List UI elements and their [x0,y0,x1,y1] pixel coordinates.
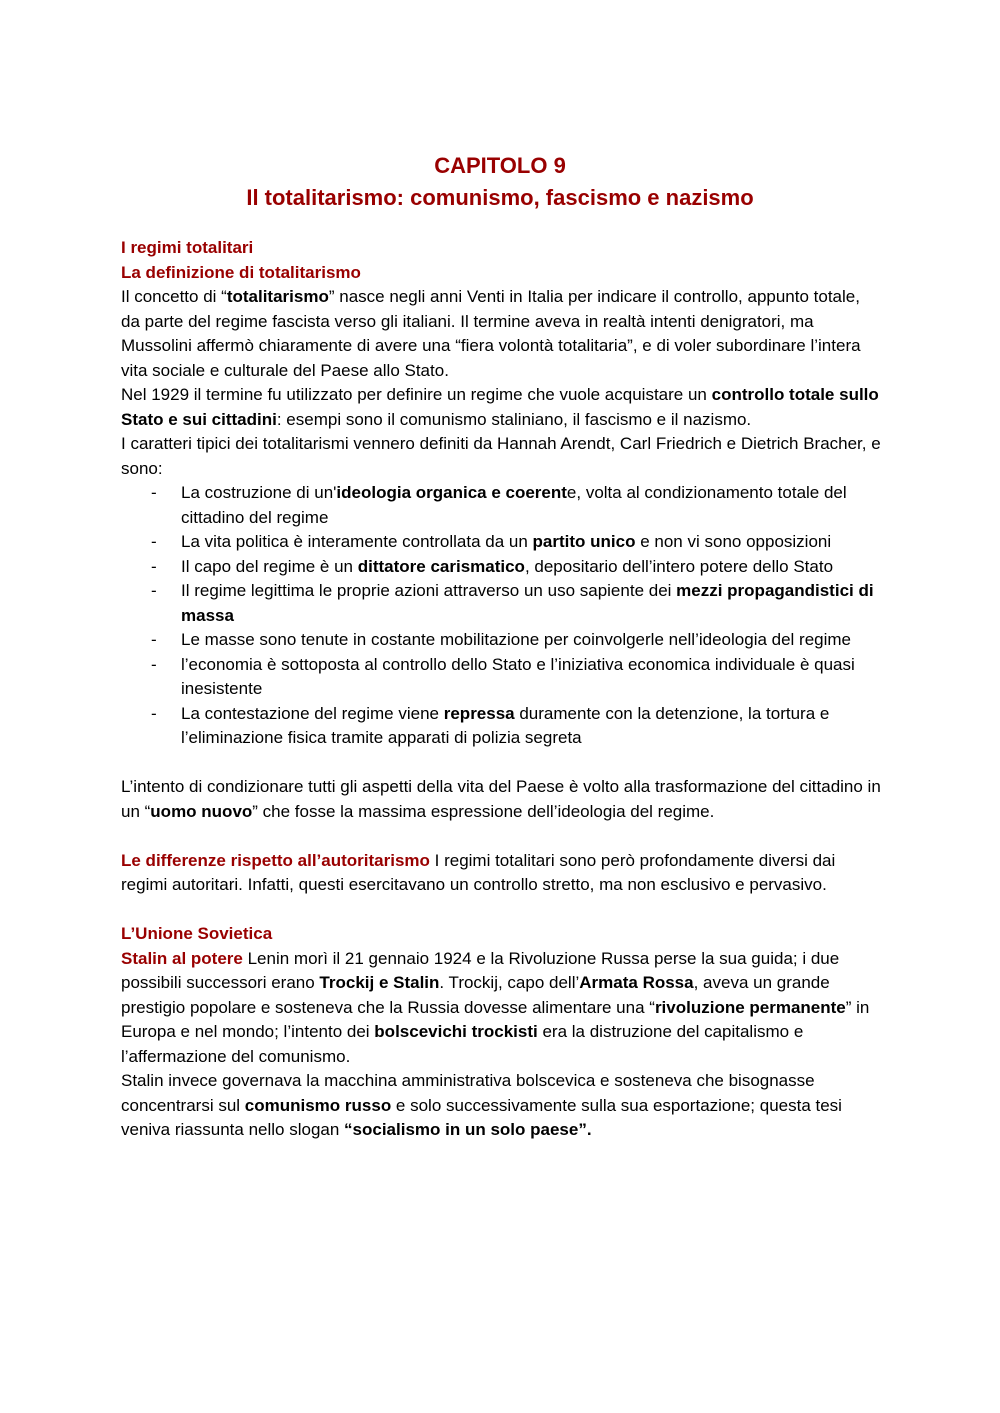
text-run: Il capo del regime è un [181,556,358,576]
text-run: ” nasce negli anni Venti in Italia per indicare il controllo, appunto totale, da parte del regime fascista verso gli italiani. Il termine aveva in realtà intenti denigratori, ma Mussolini affermò chiaramente di avere una “fiera volontà totalitaria”, e di voler subordinare l’intera vita sociale e culturale del Paese allo Stato. [121,287,861,380]
bold-term: Trockij e Stalin [319,973,440,992]
text-run: l’economia è sottoposta al controllo dello Stato e l’iniziativa economica individuale è quasi inesistente [181,654,855,698]
text-run: duramente con la detenzione, la tortura e l’eliminazione fisica tramite apparati di polizia segreta [181,703,830,747]
dash-bullet: - [151,556,157,576]
paragraph-uomo-nuovo [121,775,881,824]
text-run: e solo successivamente sulla sua esportazione; questa tesi veniva riassunta nello slogan [121,1095,842,1139]
text-run: Il concetto di “ [121,287,227,306]
characteristics-list [121,481,881,751]
bold-term: comunismo russo [244,1095,392,1115]
bold-term: rivoluzione permanente [654,997,846,1017]
bold-term: ideologia organica e coerent [336,483,567,502]
bold-term: controllo totale sullo Stato e sui cittadini [121,385,879,429]
paragraph-characters: I caratteri tipici dei totalitarismi vennero definiti da Hannah Arendt, Carl Friedrich e Dietrich Bracher, e sono: [121,434,881,478]
text-run: ” che fosse la massima espressione dell’ideologia del regime. [252,801,715,821]
dash-bullet: - [151,532,157,551]
bold-term: repressa [443,703,515,723]
section-heading: L’Unione Sovietica [121,924,273,943]
bold-term: bolscevichi trockisti [374,1022,538,1041]
bold-term: “socialismo in un solo paese”. [344,1120,592,1139]
text-run: , aveva un grande prestigio popolare e sosteneva che la Russia dovesse alimentare una “ [121,973,830,1017]
bold-term: partito unico [532,532,636,551]
paragraph-autoritarismo [121,849,881,898]
dash-bullet: - [151,630,157,649]
text-run: I regimi totalitari sono però profondamente diversi dai regimi autoritari. Infatti, questi esercitavano un controllo stretto, ma non esclusivo e pervasivo. [121,850,836,894]
chapter-title: Il totalitarismo: comunismo, fascismo e nazismo [246,185,754,210]
spacer [121,751,881,776]
list-item [121,555,881,580]
text-run: . Trockij, capo dell’ [439,973,580,992]
bold-term: mezzi propagandistici di massa [181,581,874,625]
text-run: L’intento di condizionare tutti gli aspetti della vita del Paese è volto alla trasformazione del cittadino in un “ [121,777,881,821]
list-item [121,530,881,555]
bold-term: Armata Rossa [579,973,694,992]
list-item [121,579,881,628]
bold-term: uomo nuovo [150,801,253,821]
content [121,236,881,1143]
subsection-heading: La definizione di totalitarismo [121,262,361,282]
dash-bullet: - [151,703,157,723]
title-block [0,150,1000,214]
list-item [121,628,881,653]
text-run: Il regime legittima le proprie azioni attraverso un uso sapiente dei [181,581,677,600]
text-run: : esempi sono il comunismo staliniano, il fascismo e il nazismo. [276,409,752,429]
spacer [121,824,881,849]
text-run: , depositario dell’intero potere dello Stato [524,556,834,576]
chapter-label: CAPITOLO 9 [434,153,566,178]
dash-bullet: - [151,654,157,674]
list-item [121,702,881,751]
text-run: La costruzione di un' [181,483,337,502]
paragraph-definition [121,285,881,383]
text-run: e non vi sono opposizioni [635,532,832,551]
dash-bullet: - [151,483,157,502]
paragraph-stalin-al-potere [121,947,881,1070]
spacer [121,898,881,923]
inline-heading: Stalin al potere [121,948,243,968]
bold-term: dittatore carismatico [357,556,525,576]
paragraph-socialismo [121,1069,881,1143]
text-run: e, volta al condizionamento totale del cittadino del regime [181,483,847,527]
list-item [121,653,881,702]
text-run: Stalin invece governava la macchina amministrativa bolscevica e sosteneva che bisognasse concentrarsi sul [121,1071,815,1115]
text-run: La contestazione del regime viene [181,703,444,723]
text-run: Lenin morì il 21 gennaio 1924 e la Rivoluzione Russa perse la sua guida; i due possibili successori erano [121,948,840,992]
text-run: ” in Europa e nel mondo; l’intento dei [121,997,870,1041]
section-heading: I regimi totalitari [121,238,254,257]
dash-bullet: - [151,581,157,600]
text-run: Nel 1929 il termine fu utilizzato per definire un regime che vuole acquistare un [121,385,712,404]
list-item [121,481,881,530]
text-run: era la distruzione del capitalismo e l’affermazione del comunismo. [121,1022,804,1066]
text-run: Le masse sono tenute in costante mobilitazione per coinvolgerle nell’ideologia del regime [181,630,852,649]
text-run: La vita politica è interamente controllata da un [181,532,533,551]
inline-heading: Le differenze rispetto all’autoritarismo [121,850,430,870]
paragraph-1929 [121,383,881,432]
bold-term: totalitarismo [226,287,329,306]
